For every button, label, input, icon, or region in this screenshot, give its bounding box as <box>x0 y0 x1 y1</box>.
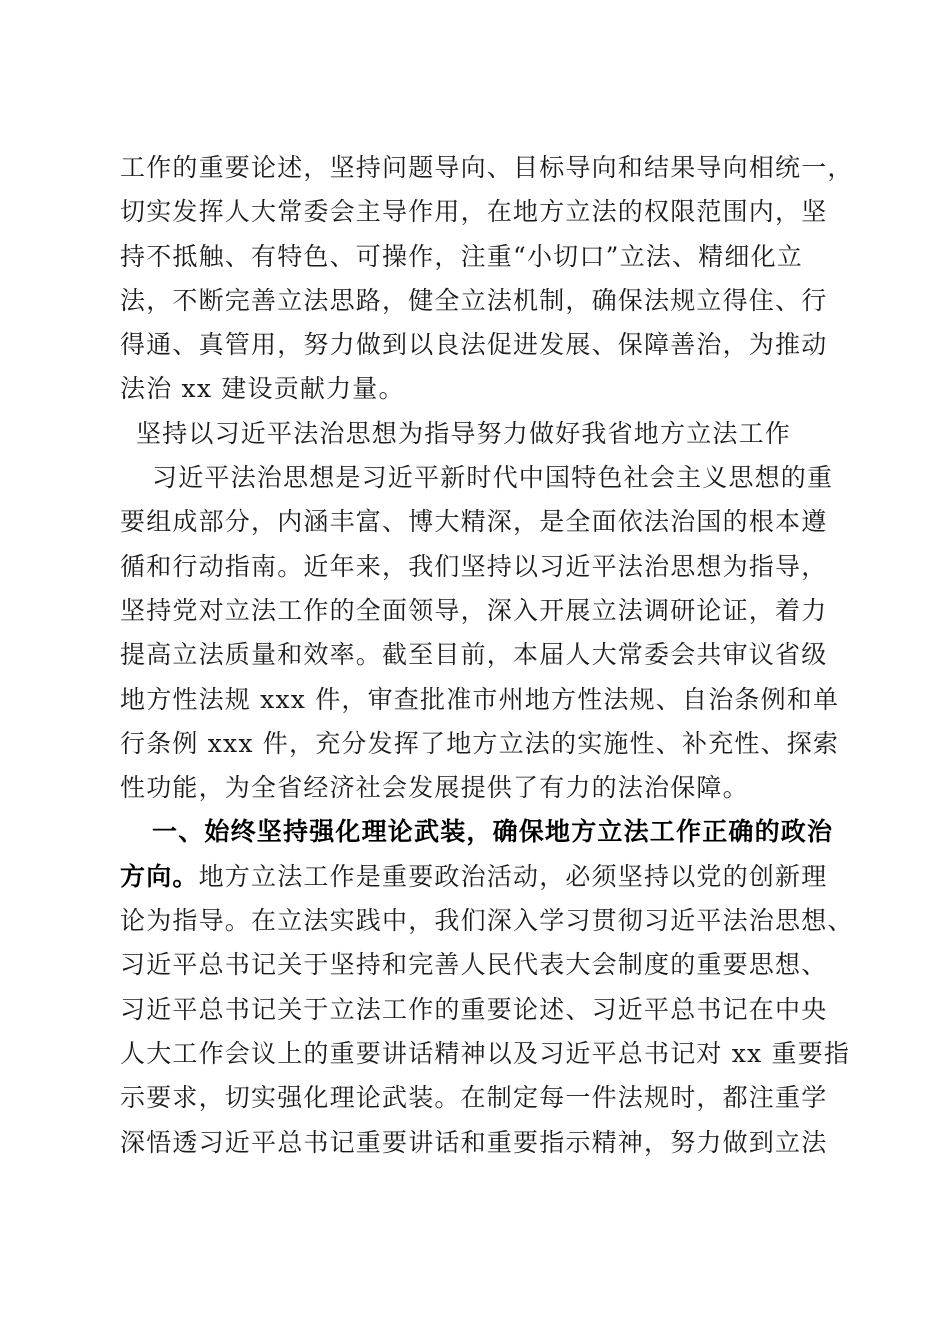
body-line-mixed <box>120 855 860 899</box>
body-line: 习近平法治思想是习近平新时代中国特色社会主义思想的重 <box>152 463 834 493</box>
body-line: 坚持党对立法工作的全面领导，深入开展立法调研论证，着力 <box>120 595 828 625</box>
body-line: 循和行动指南。近年来，我们坚持以习近平法治思想为指导， <box>120 551 828 581</box>
heading-line: 一、始终坚持强化理论武装，确保地方立法工作正确的政治 <box>152 817 834 847</box>
body-line: 深悟透习近平总书记重要讲话和重要指示精神，努力做到立法 <box>120 1127 828 1157</box>
body-line: 习近平总书记关于坚持和完善人民代表大会制度的重要思想、 <box>120 950 828 980</box>
heading-tail: 方向。 <box>120 861 199 891</box>
body-line: 要组成部分，内涵丰富、博大精深，是全面依法治国的根本遵 <box>120 507 828 537</box>
body-line: 工作的重要论述，坚持问题导向、目标导向和结果导向相统一， <box>120 153 854 182</box>
body-line: 行条例 xxx 件，充分发挥了地方立法的实施性、补充性、探索 <box>120 728 840 758</box>
body-text: 地方立法工作是重要政治活动，必须坚持以党的创新理 <box>198 861 828 891</box>
body-line: 提高立法质量和效率。截至目前，本届人大常委会共审议省级 <box>120 640 828 670</box>
body-line: 持不抵触、有特色、可操作，注重“小切口”立法、精细化立 <box>120 241 803 271</box>
body-line: 法，不断完善立法思路，健全立法机制，确保法规立得住、行 <box>120 285 828 315</box>
body-line: 法治 xx 建设贡献力量。 <box>120 374 405 404</box>
body-line: 人大工作会议上的重要讲话精神以及习近平总书记对 xx 重要指 <box>120 1038 851 1068</box>
body-line: 性功能，为全省经济社会发展提供了有力的法治保障。 <box>120 773 749 803</box>
body-line: 得通、真管用，努力做到以良法促进发展、保障善治，为推动 <box>120 330 828 360</box>
body-line: 论为指导。在立法实践中，我们深入学习贯彻习近平法治思想、 <box>120 906 854 936</box>
body-line: 切实发挥人大常委会主导作用，在地方立法的权限范围内，坚 <box>120 197 828 227</box>
section-title: 坚持以习近平法治思想为指导努力做好我省地方立法工作 <box>136 418 792 448</box>
body-line: 示要求，切实强化理论武装。在制定每一件法规时，都注重学 <box>120 1083 828 1113</box>
body-line: 习近平总书记关于立法工作的重要论述、习近平总书记在中央 <box>120 994 828 1024</box>
document-body <box>120 146 860 1165</box>
body-line: 地方性法规 xxx 件，审查批准市州地方性法规、自治条例和单 <box>120 684 840 714</box>
